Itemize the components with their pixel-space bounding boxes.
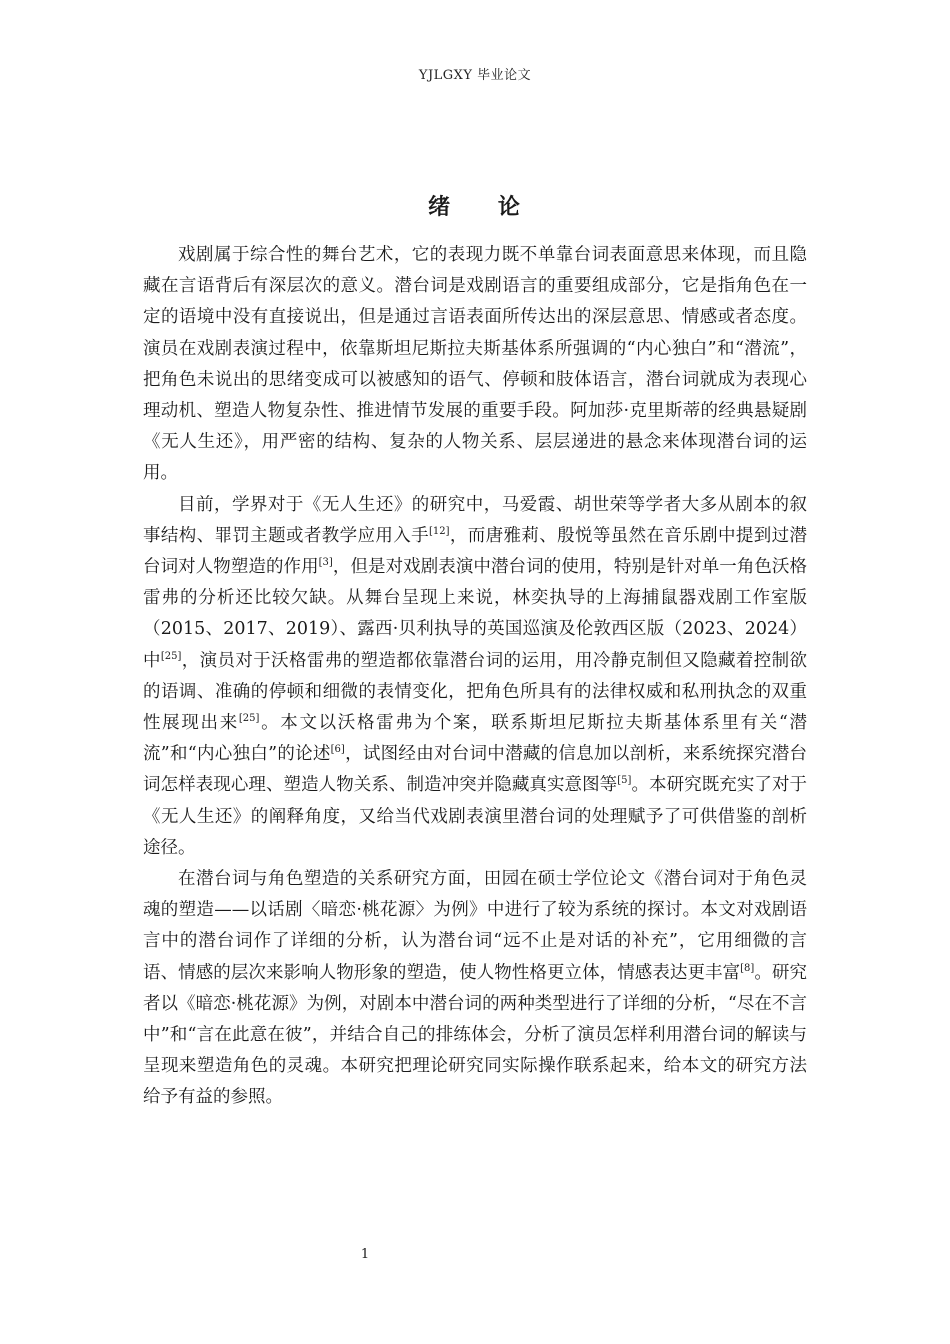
page-number: 1	[360, 1247, 370, 1262]
paragraph-text: 在潜台词与角色塑造的关系研究方面，田园在硕士学位论文《潜台词对于角色灵魂的塑造——以话剧〈暗恋·桃花源〉为例》中进行了较为系统的探讨。本文对戏剧语言中的潜台词作了详细的分析，认为潜台词“远不止是对话的补充”，它用细微的言语、情感的层次来影响人物形象的塑造，使人物性格更立体，情感表达更丰富	[143, 869, 807, 983]
body-text	[143, 240, 807, 1114]
paragraph-1	[143, 240, 807, 490]
paragraph-3	[143, 864, 807, 1114]
citation-ref: [8]	[740, 962, 755, 974]
paragraph-text: 。本文以沃格雷弗为个案，联系斯坦尼斯拉夫斯基体系里有关“潜流”和“内心独白”的论述	[143, 713, 807, 765]
citation-ref: [6]	[330, 744, 345, 756]
citation-ref: [12]	[429, 526, 450, 537]
citation-ref: [3]	[318, 557, 333, 569]
section-title: 绪 论	[428, 194, 540, 220]
paragraph-2	[143, 490, 807, 864]
citation-ref: [25]	[238, 713, 260, 725]
citation-ref: [5]	[617, 775, 632, 787]
paragraph-text: 。研究者以《暗恋·桃花源》为例，对剧本中潜台词的两种类型进行了详细的分析，“尽在不言中”和“言在此意在彼”，并结合自己的排练体会，分析了演员怎样利用潜台词的解读与呈现来塑造角色的灵魂。本研究把理论研究同实际操作联系起来，给本文的研究方法给予有益的参照。	[143, 962, 808, 1108]
paragraph-text: ，但是对戏剧表演中潜台词的使用，特别是针对单一角色沃格雷弗的分析还比较欠缺。从舞台呈现上来说，林奕执导的上海捕鼠器戏剧工作室版（2015、2017、2019）、露西·贝利执导的英国巡演及伦敦西区版（2023、2024）中	[143, 557, 808, 671]
paragraph-text: 。本研究既充实了对于《无人生还》的阐释角度，又给当代戏剧表演里潜台词的处理赋予了可供借鉴的剖析途径。	[143, 775, 808, 858]
paragraph-text: ，而唐雅莉、殷悦等虽然在音乐剧中提到过潜台词对人物塑造的作用	[143, 525, 808, 578]
paragraph-text: 戏剧属于综合性的舞台艺术，它的表现力既不单靠台词表面意思来体现，而且隐藏在言语背后有深层次的意义。潜台词是戏剧语言的重要组成部分，它是指角色在一定的语境中没有直接说出，但是通过言语表面所传达出的深层意思、情感或者态度。演员在戏剧表演过程中，依靠斯坦尼斯拉夫斯基体系所强调的“内心独白”和“潜流”，把角色未说出的思绪变成可以被感知的语气、停顿和肢体语言，潜台词就成为表现心理动机、塑造人物复杂性、推进情节发展的重要手段。阿加莎·克里斯蒂的经典悬疑剧《无人生还》，用严密的结构、复杂的人物关系、层层递进的悬念来体现潜台词的运用。	[143, 245, 807, 484]
page-header: YJLGXY 毕业论文	[418, 68, 532, 83]
paragraph-text: ，演员对于沃格雷弗的塑造都依靠潜台词的运用，用冷静克制但又隐藏着控制欲的语调、准确的停顿和细微的表情变化，把角色所具有的法律权威和私刑执念的双重性展现出来	[143, 650, 807, 734]
paragraph-text: 目前，学界对于《无人生还》的研究中，马爱霞、胡世荣等学者大多从剧本的叙事结构、罪罚主题或者教学应用入手	[143, 494, 807, 546]
citation-ref: [25]	[160, 650, 182, 662]
paragraph-text: ，试图经由对台词中潜藏的信息加以剖析，来系统探究潜台词怎样表现心理、塑造人物关系、制造冲突并隐藏真实意图等	[143, 744, 807, 796]
